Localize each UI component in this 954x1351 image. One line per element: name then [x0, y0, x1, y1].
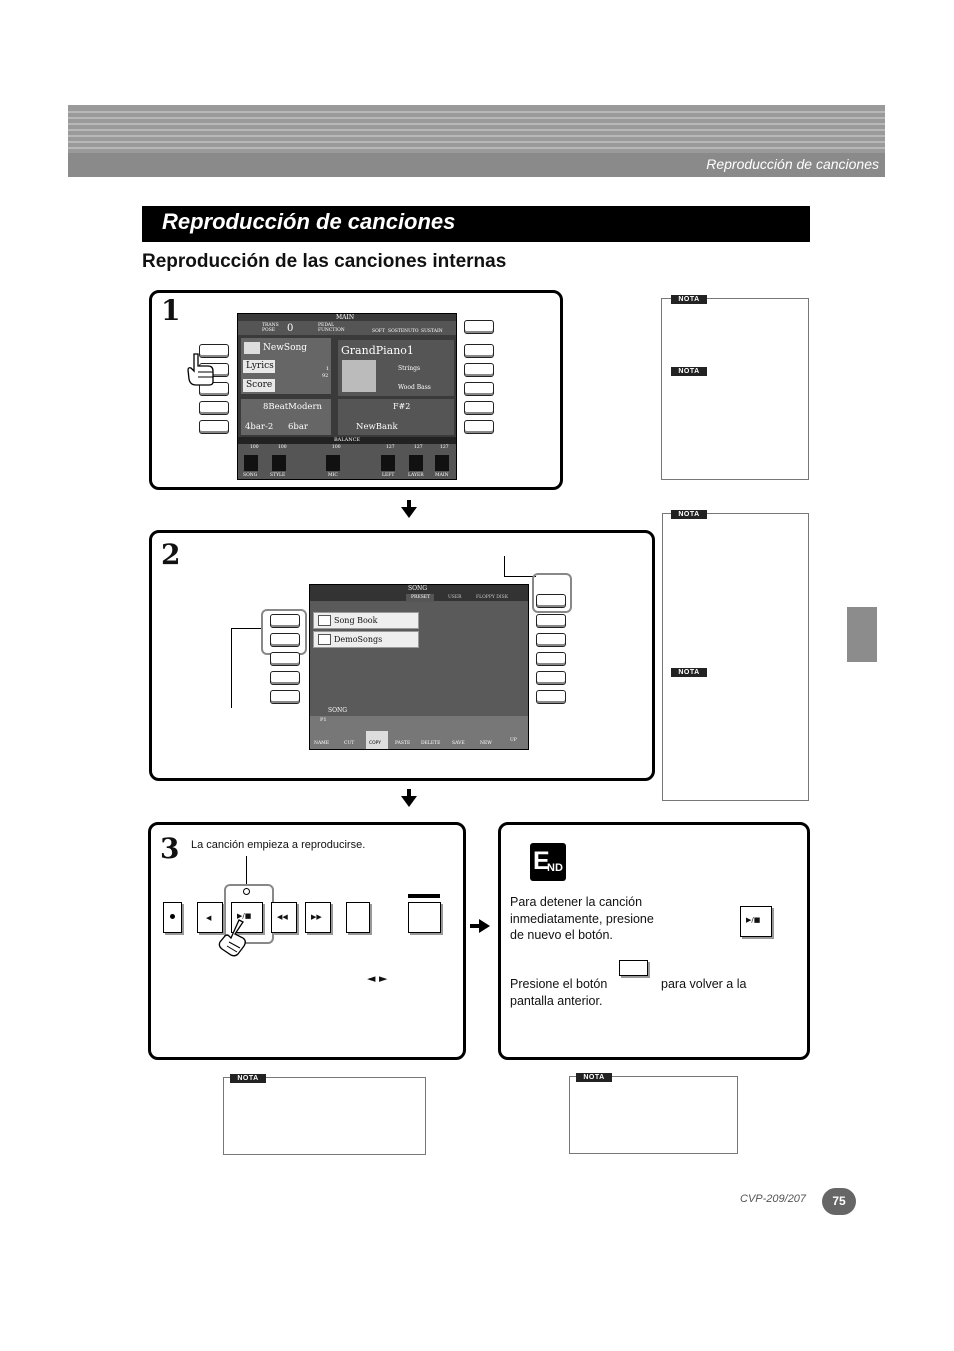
record-button[interactable]	[163, 902, 182, 933]
fast-forward-button[interactable]	[305, 902, 331, 933]
balance-title: BALANCE	[334, 437, 361, 443]
callout-line	[231, 628, 261, 629]
balance-value-style: 100	[278, 445, 287, 450]
intro-value: 4bar-2	[245, 422, 274, 432]
pedal-sustain: SUSTAIN	[421, 329, 443, 334]
tab-floppy-disk[interactable]: FLOPPY DISK	[476, 595, 509, 600]
balance-label-layer: LAYER	[408, 473, 424, 478]
registration-bank: NewBank	[356, 422, 398, 432]
ending-value: 6bar	[288, 422, 308, 432]
note-box-2	[662, 513, 809, 801]
balance-label-mic: MIC	[328, 473, 338, 478]
balance-value-song: 100	[250, 445, 259, 450]
left-right-arrows: ◄ ►	[367, 972, 388, 985]
toolbar-save[interactable]: SAVE	[452, 741, 465, 746]
balance-value-main: 127	[440, 445, 449, 450]
screen1-button-h[interactable]	[464, 363, 494, 377]
screen1-button-d[interactable]	[199, 401, 229, 415]
pedal-sostenuto: SOSTENUTO	[388, 329, 419, 334]
song-select-button[interactable]	[408, 902, 441, 933]
toolbar-new[interactable]: NEW	[480, 741, 492, 746]
step-3-number: 3	[160, 832, 180, 865]
demo-songs-button[interactable]	[270, 633, 300, 647]
transpose-label: TRANS POSE	[262, 323, 279, 333]
screen2-button-d[interactable]	[270, 671, 300, 685]
callout-line	[246, 856, 247, 886]
screen2-button-k[interactable]	[536, 690, 566, 704]
nota-label: NOTA	[576, 1073, 612, 1082]
balance-label-style: STYLE	[270, 473, 286, 478]
section-title: Reproducción de canciones	[162, 209, 456, 234]
end-logo-icon: E ND	[530, 843, 566, 881]
step-1-number: 1	[161, 294, 181, 327]
pedal-soft: SOFT	[372, 329, 385, 334]
callout-line	[231, 628, 232, 708]
section-subtitle: Reproducción de las canciones internas	[142, 251, 507, 272]
step-3-box	[148, 822, 466, 1060]
toolbar-up[interactable]: UP	[510, 738, 517, 743]
screen1-button-k[interactable]	[464, 420, 494, 434]
page-number: 75	[822, 1188, 856, 1215]
return-instruction-end: para volver a la pantalla anterior.	[510, 977, 747, 1008]
flow-arrow-down-icon	[401, 796, 417, 807]
screen2-button-h[interactable]	[536, 633, 566, 647]
fast-forward-icon: ▶▶	[311, 913, 322, 921]
nota-label: NOTA	[671, 668, 707, 677]
song-book-button[interactable]	[270, 614, 300, 628]
indicator-bar	[408, 894, 440, 898]
tab-preset[interactable]: PRESET	[411, 595, 431, 600]
screen2-button-c[interactable]	[270, 652, 300, 666]
balance-label-left: LEFT	[382, 473, 395, 478]
path-label: SONG	[328, 707, 348, 714]
play-led-icon	[243, 888, 250, 895]
folder-icon	[318, 615, 331, 626]
nota-label: NOTA	[671, 510, 707, 519]
flow-arrow-down-icon	[401, 507, 417, 518]
toolbar-paste[interactable]: PASTE	[395, 741, 411, 746]
model-name: CVP-209/207	[740, 1193, 807, 1205]
song-screen	[309, 584, 529, 750]
rewind-button[interactable]	[271, 902, 297, 933]
main-screen-title: MAIN	[336, 314, 355, 321]
toolbar-cut[interactable]: CUT	[344, 741, 355, 746]
pause-button[interactable]	[346, 902, 370, 933]
note-box-4	[569, 1076, 738, 1154]
balance-label-song: SONG	[243, 473, 258, 478]
toolbar-delete[interactable]: DELETE	[421, 741, 441, 746]
screen2-button-g[interactable]	[536, 614, 566, 628]
note-box-1	[661, 298, 809, 480]
voice-layer: Strings	[398, 365, 421, 372]
bar-value: 1	[326, 366, 330, 372]
screen2-button-i[interactable]	[536, 652, 566, 666]
transpose-value: 0	[287, 323, 294, 334]
page-indicator: P1	[320, 717, 327, 723]
top-icon: ◀	[206, 914, 212, 922]
flow-arrow-right-icon	[479, 919, 490, 933]
play-stop-button[interactable]	[740, 906, 772, 937]
callout-line	[504, 556, 505, 576]
song-book-folder[interactable]: Song Book	[334, 616, 378, 625]
nota-label: NOTA	[230, 1074, 266, 1083]
return-instruction-start: Presione el botón	[510, 977, 608, 991]
nota-label: NOTA	[671, 295, 707, 304]
toolbar-name[interactable]: NAME	[314, 741, 330, 746]
note-box-3	[223, 1077, 426, 1155]
balance-value-layer: 127	[414, 445, 423, 450]
chapter-tab	[847, 607, 877, 662]
tempo-value: 92	[322, 373, 329, 379]
style-name: 8BeatModern	[263, 402, 322, 412]
rewind-icon: ◀◀	[277, 913, 288, 921]
screen1-button-j[interactable]	[464, 401, 494, 415]
step-2-number: 2	[161, 538, 181, 571]
balance-value-left: 127	[386, 445, 395, 450]
folder-icon	[318, 634, 331, 645]
tab-user[interactable]: USER	[448, 595, 462, 600]
screen1-button-g[interactable]	[464, 344, 494, 358]
pointing-hand-icon	[186, 352, 216, 386]
main-screen	[237, 313, 457, 480]
score-button[interactable]: Score	[246, 380, 273, 390]
pedal-function-label: PEDAL FUNCTION	[318, 323, 345, 333]
song-screen-title: SONG	[408, 585, 428, 592]
screen1-button-f[interactable]	[464, 320, 494, 334]
nota-label: NOTA	[671, 367, 707, 376]
screen2-button-j[interactable]	[536, 671, 566, 685]
voice-left: Wood Bass	[398, 384, 431, 391]
screen2-button-e[interactable]	[270, 690, 300, 704]
running-title: Reproducción de canciones	[706, 156, 879, 172]
voice-main: GrandPiano1	[341, 344, 414, 357]
exit-button[interactable]	[619, 960, 648, 976]
song-name: NewSong	[263, 343, 308, 353]
screen1-button-e[interactable]	[199, 420, 229, 434]
lyrics-button[interactable]: Lyrics	[246, 361, 274, 371]
preset-tab-button[interactable]	[536, 594, 566, 608]
step-3-caption: La canción empieza a reproducirse.	[191, 839, 366, 851]
record-icon	[170, 914, 175, 919]
play-stop-icon: ▶/■	[237, 912, 252, 920]
stop-instruction: Para detener la canción inmediatamente, presione de nuevo el botón.	[510, 895, 654, 942]
play-stop-icon: ▶/■	[746, 916, 761, 924]
balance-value-mic: 100	[332, 445, 341, 450]
balance-label-main: MAIN	[435, 473, 449, 478]
screen1-button-i[interactable]	[464, 382, 494, 396]
split-point-value: F#2	[393, 402, 411, 411]
toolbar-copy[interactable]: COPY	[369, 741, 382, 746]
demo-songs-folder[interactable]: DemoSongs	[334, 635, 383, 644]
pointing-hand-icon	[217, 918, 251, 958]
